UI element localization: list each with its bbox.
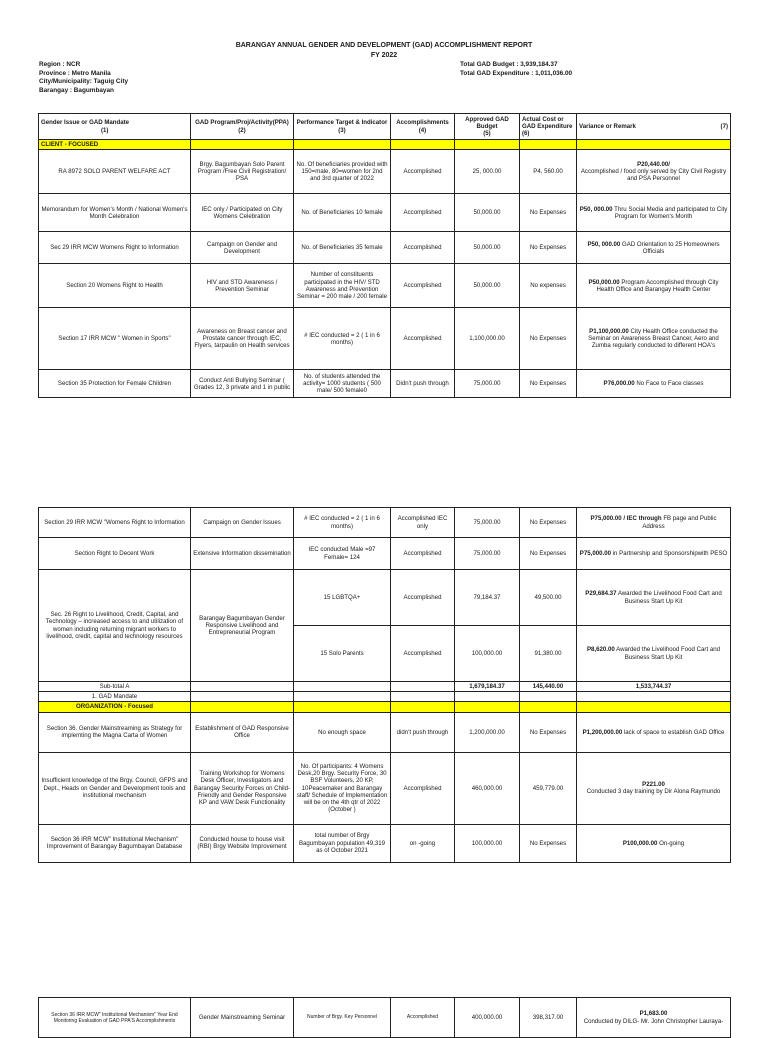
header-ppa: GAD Program/Proj/Activity(PPA) (2) bbox=[191, 114, 294, 140]
header-variance: Variance or Remark (7) bbox=[577, 114, 731, 140]
table-row: Sec. 26 Right to Livelihood, Credit, Capital, and Technology – increased access to and utilization of women including returning migrant workers to livelihood, credit, capital and technology resources Barangay Bagumbayan Gender Responsive Livelihood and Entrepreneurial Program 15 LGBTQA+ Accomplished 79,184.37 49,500.00 P29,684.37 Awarded the Livelihood Food Cart and Business Start Up Kit bbox=[39, 570, 731, 626]
section-organization-focused: ORGANIZATION - Focused bbox=[39, 702, 731, 712]
header-accomplishments: Accomplishments (4) bbox=[391, 114, 455, 140]
report-table-3 bbox=[38, 997, 731, 1038]
report-title: BARANGAY ANNUAL GENDER AND DEVELOPMENT (GAD) ACCOMPLISHMENT REPORT bbox=[235, 42, 533, 49]
budget-info bbox=[460, 61, 572, 78]
table-header bbox=[39, 114, 731, 140]
province: Province : Metro Manila bbox=[39, 69, 111, 77]
subtotal-row: Sub-total A 1,679,184.37 145,440.00 1,533,744.37 bbox=[39, 682, 731, 692]
table-row: RA 8972 SOLO PARENT WELFARE ACT Brgy. Bagumbayan Solo Parent Program /Free Civil Registration/ PSA No. Of beneficiaries provided with 150=male, 80=women for 2nd and 3rd quarter of 2022 Accomplished 25, 000.00 P4, 560.00 P20,440.00/ Accomplished / food only served by City Civil Registry and PSA Personnel bbox=[39, 150, 731, 194]
report-table-1 bbox=[38, 113, 731, 398]
report-table-2 bbox=[38, 507, 731, 863]
city: City/Municipality: Taguig City bbox=[39, 78, 128, 86]
header-approved-budget: Approved GAD Budget (5) bbox=[455, 114, 520, 140]
table-row: Sec 29 IRR MCW Womens Right to Information Campaign on Gender and Development No. of Beneficiaries 35 female Accomplished 50,000.00 No Expenses P50, 000.00 GAD Orientation to 25 Homeowners Officials bbox=[39, 232, 731, 264]
table-row: Section 35 Protection for Female Children Conduct Anti Bullying Seminar ( Grades 12, 3 private and 1 in public No. of students attended the activity= 1000 students ( 500 male/ 500 female0 Didn't push through 75,000.00 No Expenses P76,000.00 No Face to Face classes bbox=[39, 370, 731, 398]
table-row: Memorandum for Women's Month / National Women's Month Celebration IEC only / Participated on City Womens Celebration No. of Beneficiaries 10 female Accomplished 50,000.00 No Expenses P50, 000.00 Thru Social Media and participated to City Program for Women's Month bbox=[39, 194, 731, 232]
header-gender-issue: Gender Issue or GAD Mandate (1) bbox=[39, 114, 191, 140]
table-row: Section 36 IRR MCW" Institutional Mechanism" Improvement of Barangay Bagumbayan Database Conducted house to house visit (RBI) Brgy Website Improvement total number of Brgy Bagumbayan population 49,319 as of October 2021 on -going 100,000.00 No Expenses P100,000.00 On-going bbox=[39, 824, 731, 862]
total-gad-expenditure: Total GAD Expenditure : 1,011,036.00 bbox=[460, 69, 573, 77]
total-gad-budget: Total GAD Budget : 3,939,184.37 bbox=[460, 61, 558, 68]
table-row: Section 36. Gender Mainstreaming as Strategy for implemting the Magna Carta of Women Establishment of GAD Responsive Office No enough space didn't push through 1,200,000.00 No Expenses P1,200,000.00 lack of space to establish GAD Office bbox=[39, 712, 731, 752]
header-actual-cost: Actual Cost or GAD Expenditure (6) bbox=[520, 114, 577, 140]
table-row: Insufficient knowledge of the Brgy. Council, GFPS and Dept., Heads on Gender and Development tools and institutional mechanism Training Workshop for Womens Desk Officer, Investigators and Barangay Security Forces on Child-Friendly and Gender Responsive KP and VAW Desk Functionality No. Of participants: 4 Womens Desk,20 Brgy. Security Force, 30 BSF Volunteers, 20 KP, 10Peacemaker and Barangay staff/ Schedule of Implementation will be on the 4th qtr of 2022 (October ) Accomplished 460,000.00 459,779.00 P221.00 Conducted 3 day training by Dir Alona Raymundo bbox=[39, 752, 731, 824]
table-row: Section Right to Decent Work Extensive Information dissemination IEC conducted Male =97 Female= 124 Accomplished 75,000.00 No Expenses P75,000.00 in Partnership and Sponsorshipwith PESO bbox=[39, 538, 731, 570]
barangay: Barangay : Bagumbayan bbox=[39, 86, 114, 94]
region: Region : NCR bbox=[39, 61, 81, 68]
table-row: Section 36 IRR MCW" Institutional Mechanism" Year End Monitoring Evaluation of GAD PPA'S Accomplishments Gender Mainstreaming Seminar Number of Brgy. Key Personnel Accomplished 400,000.00 398,317.00 P1,683.00 Conducted by DILG- Mr. John Christopher Lauraya- bbox=[39, 998, 731, 1038]
section-client-focused: CLIENT - FOCUSED bbox=[39, 140, 731, 150]
gad-mandate-row: 1. GAD Mandate bbox=[39, 692, 731, 702]
header-target: Performance Target & Indicator (3) bbox=[294, 114, 391, 140]
location-info bbox=[39, 61, 128, 95]
table-row: Section 20 Womens Right to Health HIV and STD Awareness / Prevention Seminar Number of constituents participated in the HIV/ STD Awareness and Prevention Seminar = 200 male / 200 female Accomplished 50,000.00 No expenses P50,000.00 Program Accomplished through City Health Office and Barangay Health Center bbox=[39, 264, 731, 308]
table-row: Section 29 IRR MCW "Womens Right to Information Campaign on Gender Issues # IEC conducted = 2 ( 1 in 6 months) Accomplished IEC only 75,000.00 No Expenses P75,000.00 / IEC through FB page and Public Address bbox=[39, 508, 731, 538]
table-row: Section 17 IRR MCW " Women in Sports" Awareness on Breast cancer and Prostate cancer through IEC, Flyers, tarpaulin on Health services # IEC conducted = 2 ( 1 in 6 months) Accomplished 1,100,000.00 No Expenses P1,100,000.00 City Health Office conducted the Seminar on Awareness Breast Cancer, Aero and Zumba regularly conducted to different HOA's bbox=[39, 308, 731, 370]
table-row: 15 Solo Parents Accomplished 100,000.00 91,380.00 P8,620.00 Awarded the Livelihood Food Cart and Business Start Up Kit bbox=[39, 626, 731, 682]
fiscal-year: FY 2022 bbox=[370, 52, 398, 59]
